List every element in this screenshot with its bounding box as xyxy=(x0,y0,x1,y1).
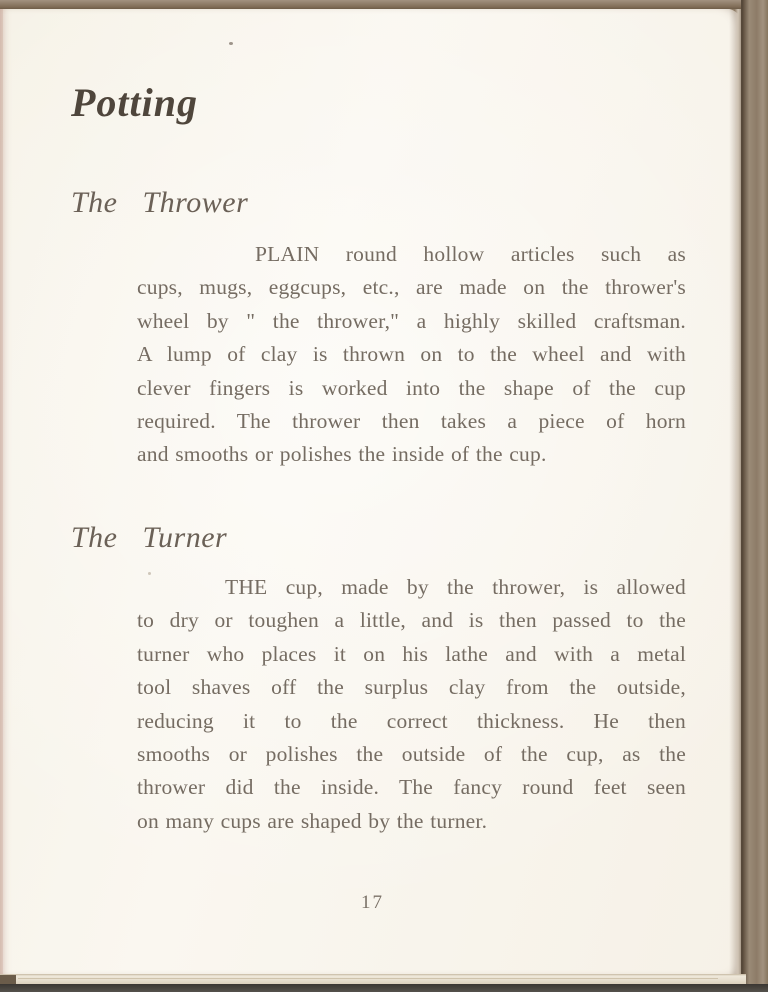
text-line: cups, mugs, eggcups, etc., are made on the thrower's xyxy=(137,275,686,300)
book-cover-bottom-edge xyxy=(0,984,768,992)
text-line: thrower did the inside. The fancy round feet seen xyxy=(137,775,686,800)
text-line: turner who places it on his lathe and with a metal xyxy=(137,641,686,666)
section-body-thrower xyxy=(137,238,686,472)
section-heading-thrower: The Thrower xyxy=(71,186,249,219)
text-line: tool shaves off the surplus clay from the outside, xyxy=(137,675,686,700)
book-cover-top-edge xyxy=(0,0,768,9)
page-stack-line xyxy=(18,978,718,979)
page-number: 17 xyxy=(361,892,384,913)
text-line: to dry or toughen a little, and is then passed to the xyxy=(137,608,686,633)
text-line: reducing it to the correct thickness. He then xyxy=(137,708,686,733)
text-line: A lump of clay is thrown on to the wheel and with xyxy=(137,342,686,367)
text-line: on many cups are shaped by the turner. xyxy=(137,808,488,833)
book-cover-right-edge xyxy=(741,0,768,992)
text-line: THE cup, made by the thrower, is allowed xyxy=(225,575,686,599)
text-line: required. The thrower then takes a piece of horn xyxy=(137,409,686,434)
page-title: Potting xyxy=(71,80,199,125)
section-heading-turner: The Turner xyxy=(71,521,228,554)
text-line: smooths or polishes the outside of the cup, as the xyxy=(137,742,686,767)
paper-speck xyxy=(229,42,233,45)
text-line: and smooths or polishes the inside of the cup. xyxy=(137,442,547,467)
section-body-turner xyxy=(137,571,686,838)
text-line: clever fingers is worked into the shape of the cup xyxy=(137,375,686,400)
text-line: wheel by " the thrower," a highly skilled craftsman. xyxy=(137,308,686,333)
text-line: PLAIN round hollow articles such as xyxy=(255,242,686,266)
